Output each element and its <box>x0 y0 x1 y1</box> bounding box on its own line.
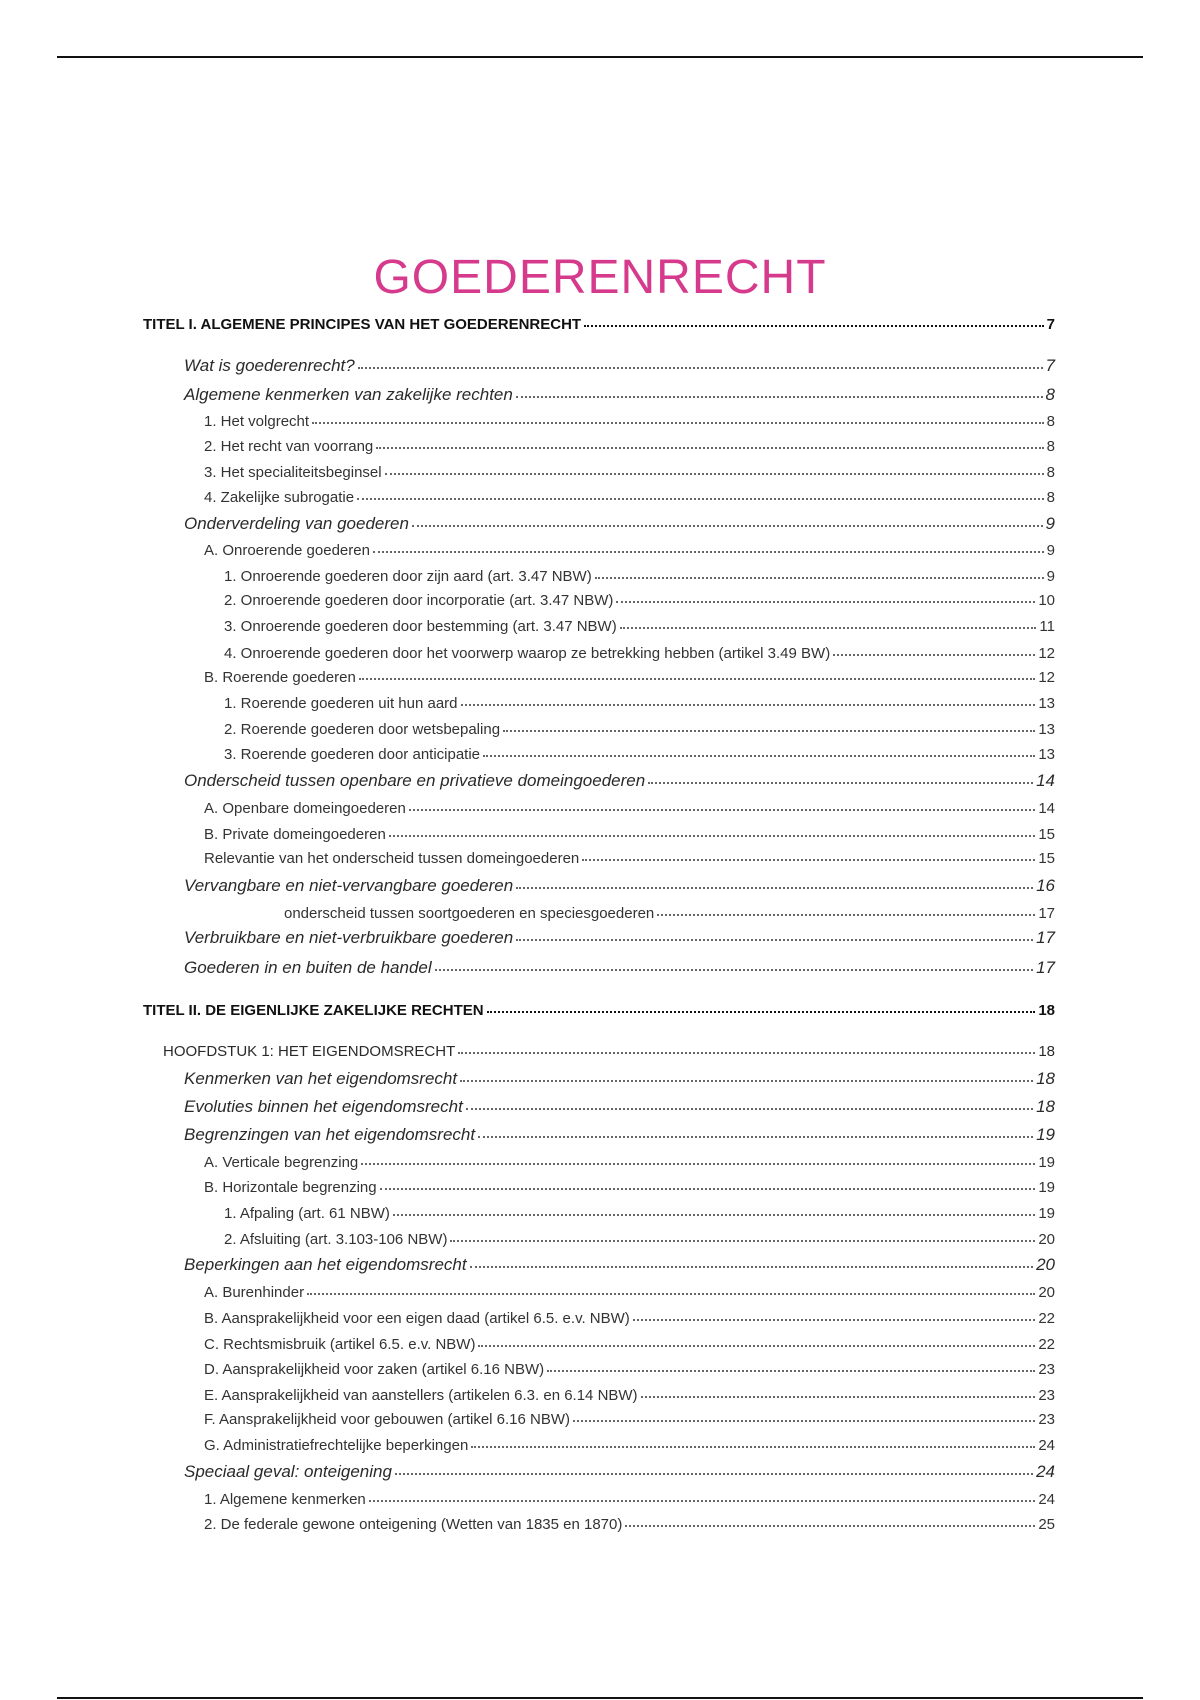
toc-entry[interactable]: Onderscheid tussen openbare en privatieve domeingoederen 14 <box>184 768 1055 791</box>
toc-entry[interactable]: Begrenzingen van het eigendomsrecht 19 <box>184 1122 1055 1145</box>
toc-entry[interactable]: 1. Algemene kenmerken 24 <box>204 1486 1055 1510</box>
toc-entry[interactable]: G. Administratiefrechtelijke beperkingen 24 <box>204 1432 1055 1456</box>
toc-entry[interactable]: 4. Zakelijke subrogatie 8 <box>204 484 1055 508</box>
toc-entry[interactable]: A. Burenhinder 20 <box>204 1279 1055 1303</box>
toc-entry[interactable]: 1. Afpaling (art. 61 NBW) 19 <box>224 1200 1055 1224</box>
toc-entry[interactable]: 3. Onroerende goederen door bestemming (art. 3.47 NBW) 11 <box>224 613 1055 637</box>
footer-rule <box>57 1697 1143 1699</box>
toc-entry[interactable]: F. Aansprakelijkheid voor gebouwen (artikel 6.16 NBW) 23 <box>204 1406 1055 1430</box>
document-title: GOEDERENRECHT <box>373 251 827 305</box>
toc-entry[interactable]: B. Roerende goederen 12 <box>204 664 1055 688</box>
toc-entry-hoofdstuk-1[interactable]: HOOFDSTUK 1: HET EIGENDOMSRECHT 18 <box>163 1038 1055 1062</box>
toc-entry[interactable]: 3. Roerende goederen door anticipatie 13 <box>224 741 1055 765</box>
toc-entry[interactable]: 2. Onroerende goederen door incorporatie (art. 3.47 NBW) 10 <box>224 587 1055 611</box>
toc-entry[interactable]: 3. Het specialiteitsbeginsel 8 <box>204 459 1055 483</box>
toc-entry[interactable]: Speciaal geval: onteigening 24 <box>184 1459 1055 1482</box>
toc-entry-titel-2[interactable]: TITEL II. DE EIGENLIJKE ZAKELIJKE RECHTEN 18 <box>143 997 1055 1021</box>
header-rule <box>57 56 1143 58</box>
toc-entry[interactable]: 1. Roerende goederen uit hun aard 13 <box>224 690 1055 714</box>
toc-entry[interactable]: Relevantie van het onderscheid tussen domeingoederen 15 <box>204 845 1055 869</box>
toc-entry[interactable]: onderscheid tussen soortgoederen en speciesgoederen 17 <box>284 900 1055 924</box>
toc-entry[interactable]: A. Verticale begrenzing 19 <box>204 1149 1055 1173</box>
toc-entry[interactable]: 1. Het volgrecht 8 <box>204 408 1055 432</box>
toc-entry[interactable]: Verbruikbare en niet-verbruikbare goederen 17 <box>184 925 1055 948</box>
toc-entry[interactable]: 1. Onroerende goederen door zijn aard (art. 3.47 NBW) 9 <box>224 563 1055 587</box>
toc-entry[interactable]: B. Private domeingoederen 15 <box>204 821 1055 845</box>
toc-entry[interactable]: A. Onroerende goederen 9 <box>204 537 1055 561</box>
toc-entry[interactable]: 2. Roerende goederen door wetsbepaling 13 <box>224 716 1055 740</box>
toc-entry[interactable]: Wat is goederenrecht? 7 <box>184 353 1055 376</box>
toc-entry[interactable]: Algemene kenmerken van zakelijke rechten 8 <box>184 382 1055 405</box>
toc-entry[interactable]: Beperkingen aan het eigendomsrecht 20 <box>184 1252 1055 1275</box>
toc-entry[interactable]: Vervangbare en niet-vervangbare goederen 16 <box>184 873 1055 896</box>
toc-entry[interactable]: B. Aansprakelijkheid voor een eigen daad (artikel 6.5. e.v. NBW) 22 <box>204 1305 1055 1329</box>
toc-entry[interactable]: 2. Afsluiting (art. 3.103-106 NBW) 20 <box>224 1226 1055 1250</box>
toc-entry[interactable]: Kenmerken van het eigendomsrecht 18 <box>184 1066 1055 1089</box>
toc-entry[interactable]: E. Aansprakelijkheid van aanstellers (artikelen 6.3. en 6.14 NBW) 23 <box>204 1382 1055 1406</box>
toc-entry[interactable]: B. Horizontale begrenzing 19 <box>204 1174 1055 1198</box>
toc-entry[interactable]: D. Aansprakelijkheid voor zaken (artikel 6.16 NBW) 23 <box>204 1356 1055 1380</box>
toc-entry[interactable]: Goederen in en buiten de handel 17 <box>184 955 1055 978</box>
toc-entry[interactable]: 4. Onroerende goederen door het voorwerp waarop ze betrekking hebben (artikel 3.49 BW) 12 <box>224 640 1055 664</box>
toc-entry[interactable]: C. Rechtsmisbruik (artikel 6.5. e.v. NBW) 22 <box>204 1331 1055 1355</box>
toc-entry[interactable]: A. Openbare domeingoederen 14 <box>204 795 1055 819</box>
toc-entry[interactable]: 2. Het recht van voorrang 8 <box>204 433 1055 457</box>
toc-entry[interactable]: 2. De federale gewone onteigening (Wetten van 1835 en 1870) 25 <box>204 1511 1055 1535</box>
toc-entry[interactable]: Evoluties binnen het eigendomsrecht 18 <box>184 1094 1055 1117</box>
toc-entry-titel-1[interactable]: TITEL I. ALGEMENE PRINCIPES VAN HET GOEDERENRECHT 7 <box>143 311 1055 335</box>
toc-entry[interactable]: Onderverdeling van goederen 9 <box>184 511 1055 534</box>
